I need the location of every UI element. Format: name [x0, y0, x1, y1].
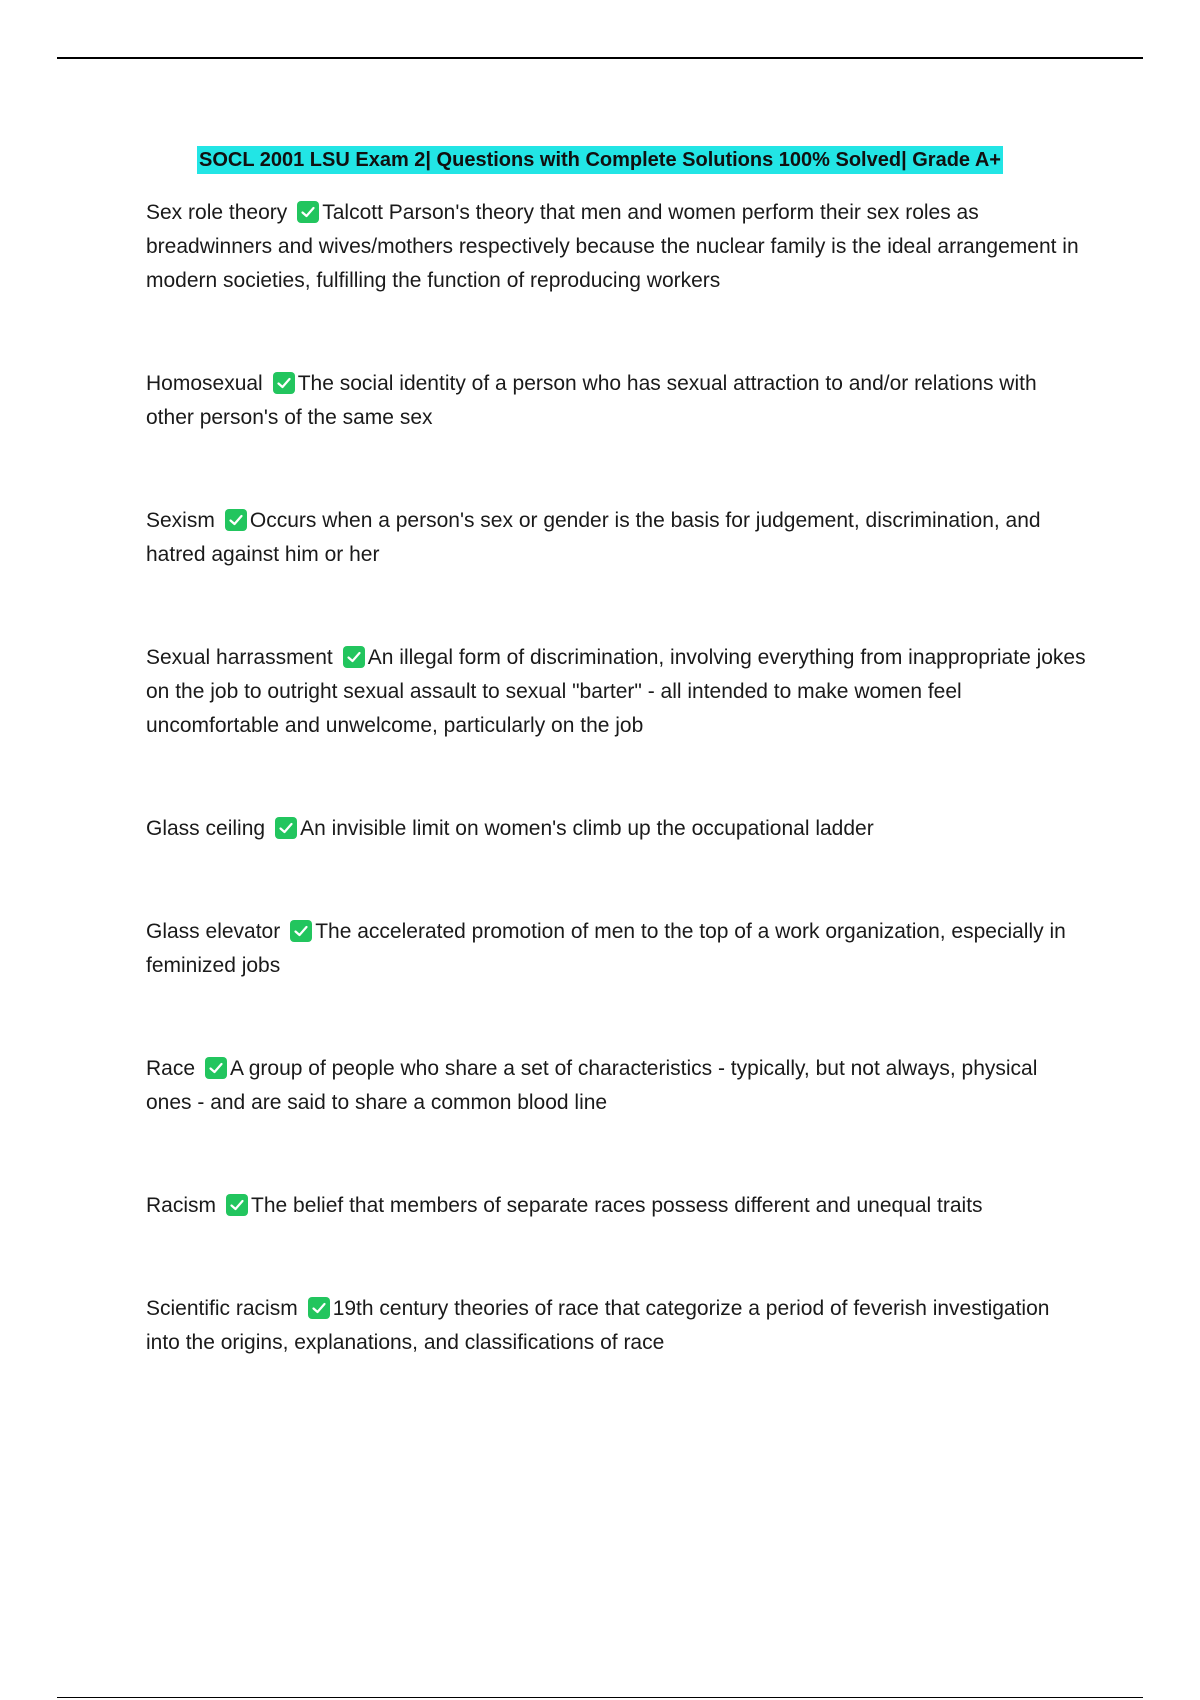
check-box-icon	[205, 1057, 227, 1079]
entry-list	[146, 196, 1086, 1429]
top-rule	[57, 57, 1143, 59]
entry-definition: 19th century theories of race that categorize a period of feverish investigation into the origins, explanations, and classifications of race	[146, 1297, 1050, 1354]
check-box-icon	[275, 817, 297, 839]
list-item	[146, 367, 1086, 435]
list-item	[146, 915, 1086, 983]
entry-term: Scientific racism	[146, 1297, 298, 1320]
entry-term: Homosexual	[146, 372, 263, 395]
entry-term: Glass elevator	[146, 920, 281, 943]
check-box-icon	[225, 509, 247, 531]
entry-term: Glass ceiling	[146, 817, 266, 840]
entry-term: Sexism	[146, 509, 215, 532]
check-box-icon	[308, 1297, 330, 1319]
entry-term: Sex role theory	[146, 201, 288, 224]
entry-definition: The belief that members of separate races possess different and unequal traits	[251, 1194, 983, 1217]
check-box-icon	[273, 372, 295, 394]
entry-definition: The social identity of a person who has sexual attraction to and/or relations with other person's of the same sex	[146, 372, 1037, 429]
entry-definition: The accelerated promotion of men to the top of a work organization, especially in feminized jobs	[146, 920, 1066, 977]
list-item	[146, 504, 1086, 572]
list-item	[146, 812, 1086, 846]
list-item	[146, 641, 1086, 743]
entry-definition: Occurs when a person's sex or gender is the basis for judgement, discrimination, and hatred against him or her	[146, 509, 1041, 566]
entry-definition: An illegal form of discrimination, involving everything from inappropriate jokes on the job to outright sexual assault to sexual "barter" - all intended to make women feel uncomfortable and unwelcome, particularly on the job	[146, 646, 1086, 737]
bottom-rule	[57, 1697, 1143, 1698]
list-item	[146, 196, 1086, 298]
document-title: SOCL 2001 LSU Exam 2| Questions with Complete Solutions 100% Solved| Grade A+	[197, 146, 1003, 174]
check-box-icon	[226, 1194, 248, 1216]
check-box-icon	[297, 201, 319, 223]
entry-term: Racism	[146, 1194, 217, 1217]
entry-term: Race	[146, 1057, 196, 1080]
entry-term: Sexual harrassment	[146, 646, 333, 669]
list-item	[146, 1189, 1086, 1223]
check-box-icon	[290, 920, 312, 942]
list-item	[146, 1292, 1086, 1360]
list-item	[146, 1052, 1086, 1120]
entry-definition: A group of people who share a set of characteristics - typically, but not always, physical ones - and are said to share a common blood line	[146, 1057, 1038, 1114]
title-container	[0, 146, 1200, 174]
entry-definition: An invisible limit on women's climb up the occupational ladder	[300, 817, 874, 840]
check-box-icon	[343, 646, 365, 668]
entry-definition: Talcott Parson's theory that men and women perform their sex roles as breadwinners and wives/mothers respectively because the nuclear family is the ideal arrangement in modern societies, fulfilling the function of reproducing workers	[146, 201, 1079, 292]
